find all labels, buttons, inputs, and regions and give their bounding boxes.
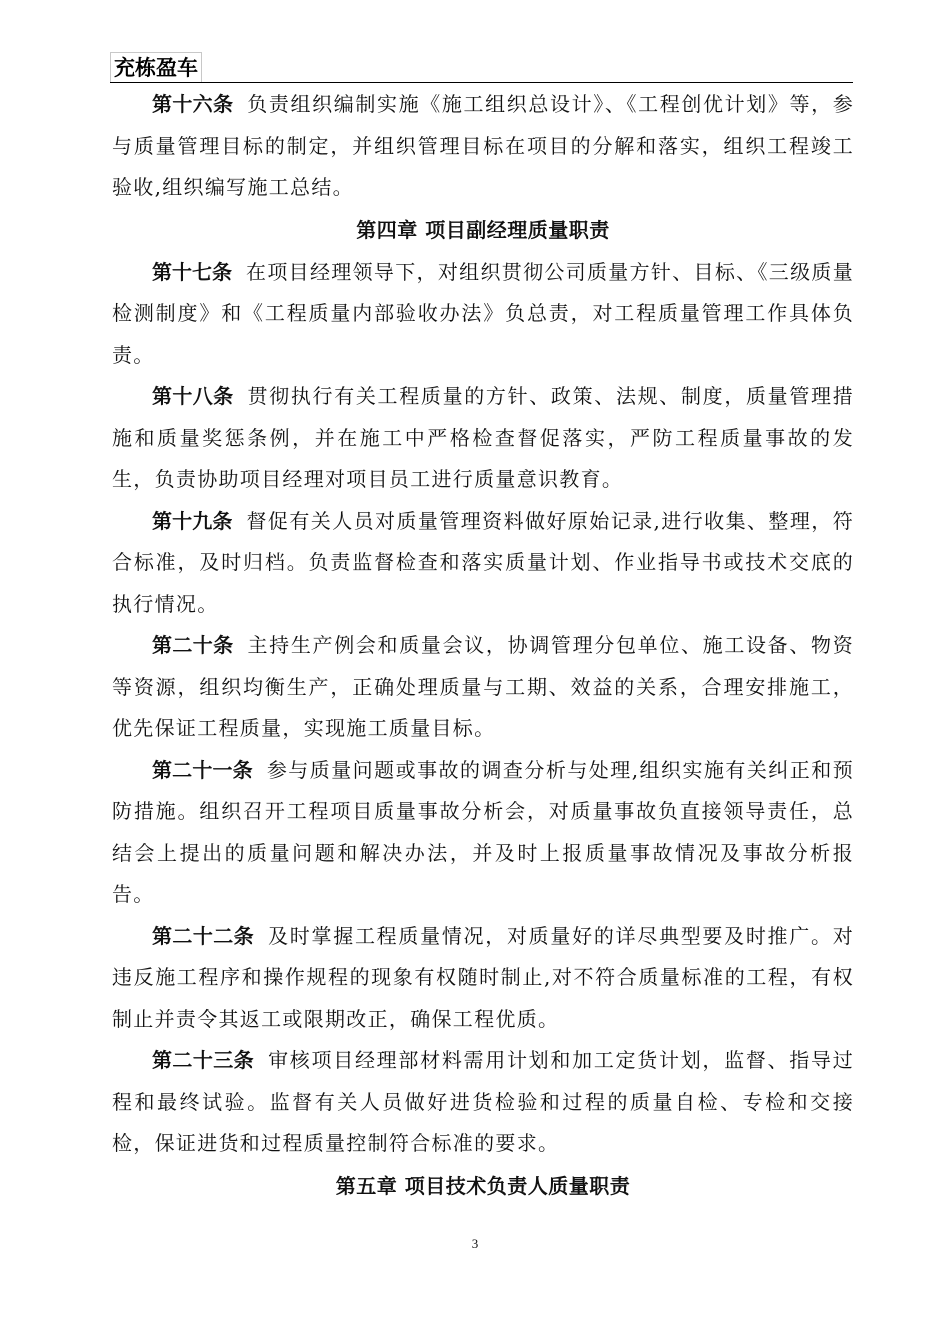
article-20: [112, 625, 854, 750]
article-text: 及时掌握工程质量情况，对质量好的详尽典型要及时推广。对违反施工程序和操作规程的现象有权随时制止,对不符合质量标准的工程，有权制止并责令其返工或限期改正，确保工程优质。: [112, 923, 855, 1031]
article-text: 主持生产例会和质量会议，协调管理分包单位、施工设备、物资等资源，组织均衡生产，正确处理质量与工期、效益的关系，合理安排施工，优先保证工程质量，实现施工质量目标。: [112, 633, 854, 740]
header-rule: [110, 82, 853, 83]
chapter-heading-5: 第五章 项目技术负责人质量职责: [335, 1173, 631, 1198]
article-text: 在项目经理领导下，对组织贯彻公司质量方针、目标、《三级质量检测制度》和《工程质量内部验收办法》负总责，对工程质量管理工作具体负责。: [112, 259, 855, 367]
page-number: 3: [471, 1236, 479, 1251]
article-text: 督促有关人员对质量管理资料做好原始记录,进行收集、整理，符合标准，及时归档。负责监督检查和落实质量计划、作业指导书或技术交底的执行情况。: [112, 508, 855, 616]
document-header-title: 充栋盈车: [110, 52, 202, 83]
article-label: 第十七条: [152, 259, 233, 284]
document-body: [112, 84, 854, 1208]
article-18: [112, 376, 854, 501]
article-label: 第十六条: [152, 92, 234, 116]
article-16: [112, 84, 854, 209]
article-21: [112, 750, 854, 916]
article-19: [112, 501, 854, 626]
article-text: 参与质量问题或事故的调查分析与处理,组织实施有关纠正和预防措施。组织召开工程项目质量事故分析会，对质量事故负直接领导责任，总结会上提出的质量问题和解决办法，并及时上报质量事故情况及事故分析报告。: [112, 757, 855, 906]
article-label: 第十八条: [152, 384, 234, 408]
article-22: [112, 916, 854, 1041]
article-label: 第二十三条: [152, 1048, 255, 1072]
chapter-heading-4: 第四章 项目副经理质量职责: [356, 217, 610, 242]
article-label: 第二十二条: [152, 923, 255, 948]
article-label: 第二十条: [152, 633, 234, 657]
article-23: [112, 1040, 854, 1165]
article-label: 第十九条: [152, 508, 233, 533]
article-text: 贯彻执行有关工程质量的方针、政策、法规、制度，质量管理措施和质量奖惩条例，并在施工中严格检查督促落实，严防工程质量事故的发生，负责协助项目经理对项目员工进行质量意识教育。: [112, 384, 854, 491]
article-text: 负责组织编制实施《施工组织总设计》、《工程创优计划》等，参与质量管理目标的制定，并组织管理目标在项目的分解和落实，组织工程竣工验收,组织编写施工总结。: [112, 92, 855, 199]
article-text: 审核项目经理部材料需用计划和加工定货计划，监督、指导过程和最终试验。监督有关人员做好进货检验和过程的质量自检、专检和交接检，保证进货和过程质量控制符合标准的要求。: [112, 1048, 855, 1155]
article-label: 第二十一条: [152, 757, 253, 782]
article-17: [112, 252, 854, 377]
